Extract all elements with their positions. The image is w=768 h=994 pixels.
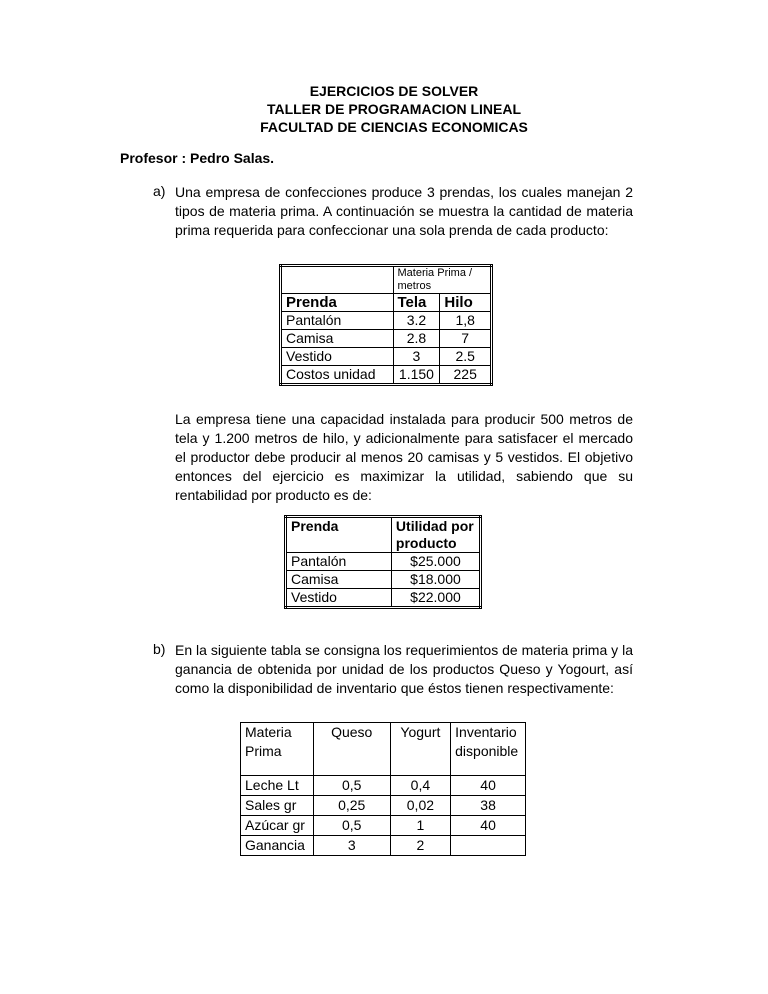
header-line-3: FACULTAD DE CIENCIAS ECONOMICAS <box>260 119 528 135</box>
table-inventario <box>240 722 526 856</box>
table-row: Ganancia 3 2 <box>241 836 526 856</box>
part-a-intro: Una empresa de confecciones produce 3 prendas, los cuales manejan 2 tipos de materia prima. A continuación se muestra la cantidad de materia prima requerida para confeccionar una sola prenda de cada producto: <box>175 184 633 238</box>
col-prenda: Prenda <box>281 294 394 312</box>
header-line-1: EJERCICIOS DE SOLVER <box>309 83 479 99</box>
table-row: Pantalón 3.2 1,8 <box>281 312 492 330</box>
col-yogurt: Yogurt <box>390 723 450 776</box>
table-row: Vestido 3 2.5 <box>281 348 492 366</box>
table-row: Vestido $22.000 <box>286 589 481 608</box>
table-row: Camisa $18.000 <box>286 571 481 589</box>
table-row: Costos unidad 1.150 225 <box>281 366 492 385</box>
col-materia-prima: Materia Prima <box>241 723 314 776</box>
table-row: Sales gr 0,25 0,02 38 <box>241 796 526 816</box>
profesor-line: Profesor : Pedro Salas. <box>120 150 275 166</box>
part-b-letter: b) <box>153 641 166 657</box>
part-a-letter: a) <box>153 183 166 199</box>
col-queso: Queso <box>313 723 390 776</box>
col-prenda-2: Prenda <box>286 517 392 553</box>
col-hilo: Hilo <box>440 294 492 312</box>
part-a-text-2: La empresa tiene una capacidad instalada para producir 500 metros de tela y 1.200 metros de hilo, y adicionalmente para satisfacer el mercado el productor debe producir al menos 20 camisas y 5 vestidos. El objetivo entonces del ejercicio es maximizar la utilidad, sabiendo que su rentabilidad por producto es de: <box>175 411 633 503</box>
document-header <box>0 82 768 136</box>
header-line-2: TALLER DE PROGRAMACION LINEAL <box>266 101 522 117</box>
table-materia-prima <box>279 264 493 386</box>
materia-prima-group-header: Materia Prima / metros <box>393 266 492 294</box>
col-utilidad: Utilidad por producto <box>391 517 480 553</box>
table-row: Camisa 2.8 7 <box>281 330 492 348</box>
table-row: Pantalón $25.000 <box>286 553 481 571</box>
table-row: Azúcar gr 0,5 1 40 <box>241 816 526 836</box>
part-b-intro: En la siguiente tabla se consigna los requerimientos de materia prima y la ganancia de obtenida por unidad de los productos Queso y Yogourt, así como la disponibilidad de inventario que éstos tienen respectivamente: <box>175 642 633 696</box>
table-row: Leche Lt 0,5 0,4 40 <box>241 776 526 796</box>
col-inventario: Inventario disponible <box>451 723 526 776</box>
col-tela: Tela <box>393 294 440 312</box>
table-utilidad <box>284 515 482 609</box>
